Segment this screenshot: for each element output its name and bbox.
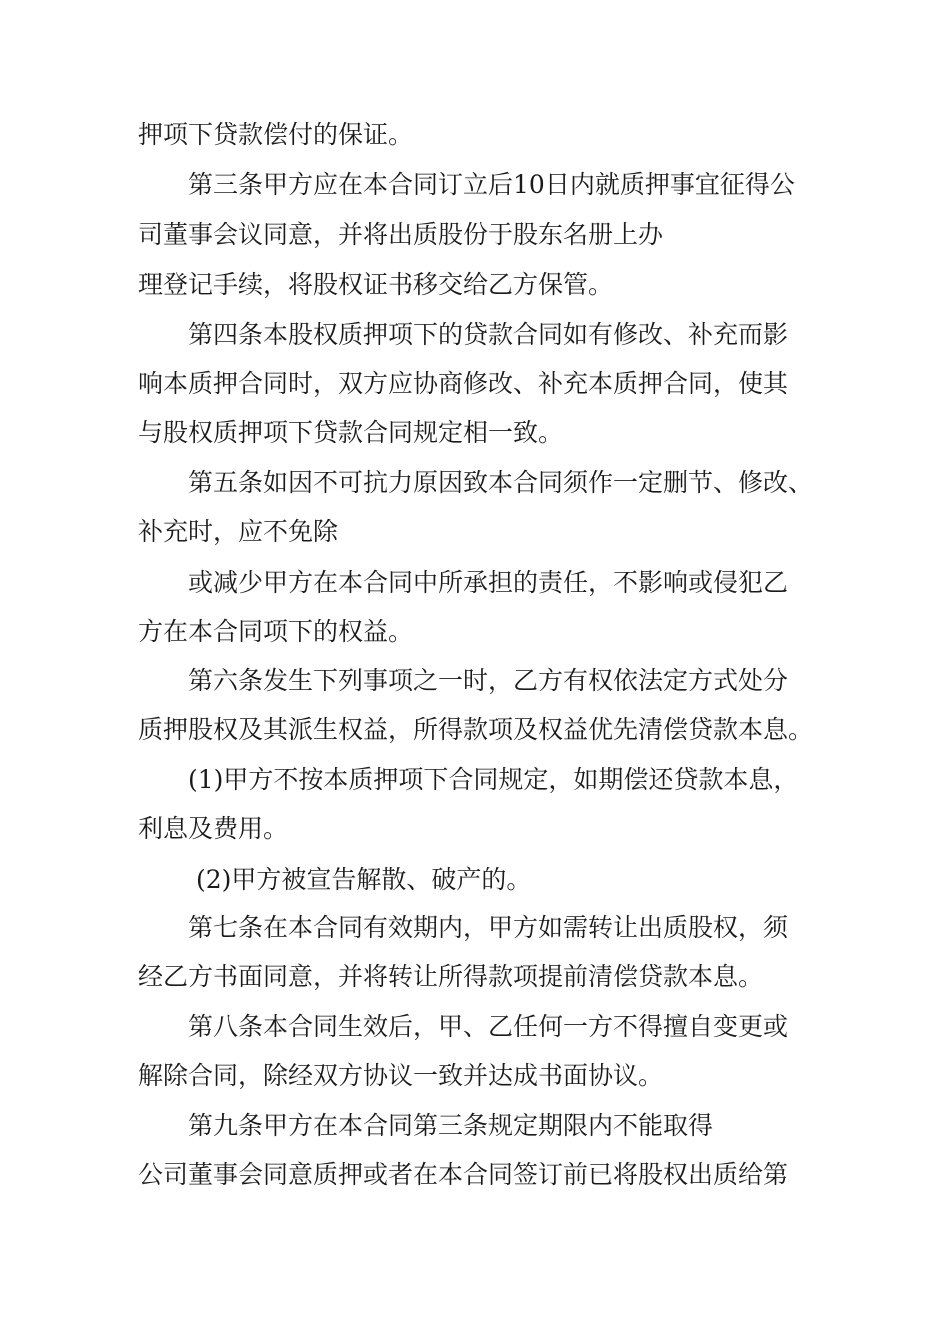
text-line-20: 解除合同，除经双方协议一致并达成书面协议。	[138, 1061, 664, 1090]
text-line-5: 第四条本股权质押项下的贷款合同如有修改、补充而影	[188, 320, 789, 349]
text-line-6: 响本质押合同时，双方应协商修改、补充本质押合同，使其	[138, 369, 789, 398]
text-line-8: 第五条如因不可抗力原因致本合同须作一定删节、修改、	[188, 468, 814, 497]
text-line-4: 理登记手续，将股权证书移交给乙方保管。	[138, 270, 614, 299]
text-line-16: (2)甲方被宣告解散、破产的。	[196, 865, 532, 894]
text-line-21: 第九条甲方在本合同第三条规定期限内不能取得	[188, 1111, 714, 1140]
text-line-10: 或减少甲方在本合同中所承担的责任，不影响或侵犯乙	[188, 568, 789, 597]
text-line-1: 押项下贷款偿付的保证。	[138, 120, 414, 149]
text-line-13: 质押股权及其派生权益，所得款项及权益优先清偿贷款本息。	[138, 715, 814, 744]
text-line-15: 利息及费用。	[138, 814, 289, 843]
text-line-3: 司董事会议同意，并将出质股份于股东名册上办	[138, 220, 664, 249]
text-line-11: 方在本合同项下的权益。	[138, 617, 414, 646]
text-line-12: 第六条发生下列事项之一时，乙方有权依法定方式处分	[188, 666, 789, 695]
text-line-18: 经乙方书面同意，并将转让所得款项提前清偿贷款本息。	[138, 962, 764, 991]
text-line-2: 第三条甲方应在本合同订立后10日内就质押事宜征得公	[188, 170, 795, 199]
text-line-17: 第七条在本合同有效期内，甲方如需转让出质股权，须	[188, 913, 789, 942]
text-line-19: 第八条本合同生效后，甲、乙任何一方不得擅自变更或	[188, 1012, 789, 1041]
text-line-9: 补充时，应不免除	[138, 517, 339, 546]
text-line-14: (1)甲方不按本质押项下合同规定，如期偿还贷款本息，	[188, 765, 799, 794]
text-line-22: 公司董事会同意质押或者在本合同签订前已将股权出质给第	[138, 1160, 789, 1189]
text-line-7: 与股权质押项下贷款合同规定相一致。	[138, 418, 564, 447]
